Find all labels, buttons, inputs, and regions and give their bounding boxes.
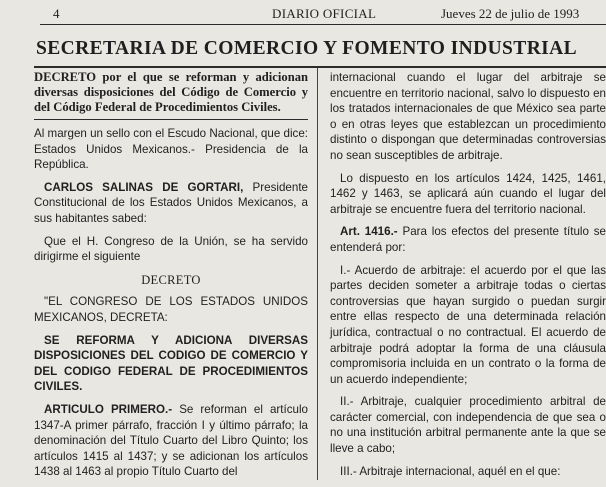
- article-1416-text: Para los efectos del presente título se entenderá por:: [330, 225, 606, 254]
- reform-heading: SE REFORMA Y ADICIONA DIVERSAS DISPOSICIONES DEL CODIGO DE COMERCIO Y DEL CODIGO FEDERAL DE PROCEDIMIENTOS CIVILES.: [34, 333, 308, 394]
- right-column: [330, 70, 606, 486]
- articles-note: Lo dispuesto en los artículos 1424, 1425, 1461, 1462 y 1463, se aplicará aún cuando el lugar del arbitraje se encuentre fuera del territorio nacional.: [330, 171, 606, 216]
- header-rule: [40, 24, 606, 25]
- article-first-label: ARTICULO PRIMERO.-: [44, 402, 173, 416]
- president-text: Presidente Constitucional de los Estados Unidos Mexicanos, a sus habitantes sabed:: [34, 180, 308, 225]
- article-1416-label: Art. 1416.-: [340, 225, 398, 239]
- definition-item-3: III.- Arbitraje internacional, aquél en el que:: [340, 464, 561, 478]
- congress-decree: "EL CONGRESO DE LOS ESTADOS UNIDOS MEXICANOS, DECRETA:: [34, 295, 308, 324]
- congress-paragraph: Que el H. Congreso de la Unión, se ha servido dirigirme el siguiente: [34, 234, 308, 264]
- page-header: [0, 6, 606, 22]
- decreto-heading: DECRETO: [141, 272, 201, 287]
- left-column: [34, 70, 308, 487]
- decreto-summary: DECRETO por el que se reforman y adicionan diversas disposiciones del Código de Comercio y del Código Federal de Procedimientos Civiles.: [34, 70, 308, 120]
- definition-item-2: II.- Arbitraje, cualquier procedimiento arbitral de carácter comercial, con independencia de que sea o no una institución arbitral permanente ante la que se lleve a cabo;: [330, 395, 606, 456]
- president-paragraph: [34, 180, 308, 227]
- definition-item-1: I.- Acuerdo de arbitraje: el acuerdo por el que las partes deciden someter a arbitraje todas o ciertas controversias que hayan surgido o puedan surgir entre ellas respecto de una determinada relación jurídica, contractual o no contractual. El acuerdo de arbitraje podrá adoptar la forma de una cláusula compromisoria incluida en un contrato o la forma de un acuerdo independiente;: [330, 263, 606, 386]
- article-first-text: Se reforman el artículo 1347-A primer párrafo, fracción I y último párrafo; la denominación del Título Cuarto del Libro Quinto; los artículos 1415 al 1437; y se adicionan los artículos 1438 al 1463 al propio Título Cuarto del: [34, 402, 308, 479]
- margin-note: Al margen un sello con el Escudo Nacional, que dice: Estados Unidos Mexicanos.- Presidencia de la República.: [34, 127, 308, 172]
- section-title: SECRETARIA DE COMERCIO Y FOMENTO INDUSTRIAL: [36, 38, 578, 59]
- publication-name: DIARIO OFICIAL: [272, 6, 377, 21]
- continuation-paragraph: internacional cuando el lugar del arbitraje se encuentre en territorio nacional, salvo lo dispuesto en los tratados internacionales de que México sea parte o en otras leyes que establezcan un procedimiento distinto o dispongan que determinadas controversias no sean susceptibles de arbitraje.: [330, 71, 606, 162]
- page-number: 4: [53, 6, 60, 21]
- article-first-paragraph: [34, 402, 308, 480]
- publication-date: Jueves 22 de julio de 1993: [441, 6, 580, 21]
- column-divider: [317, 68, 318, 480]
- title-rule: [34, 66, 606, 68]
- president-name: CARLOS SALINAS DE GORTARI,: [44, 180, 244, 194]
- article-1416-paragraph: [330, 224, 606, 255]
